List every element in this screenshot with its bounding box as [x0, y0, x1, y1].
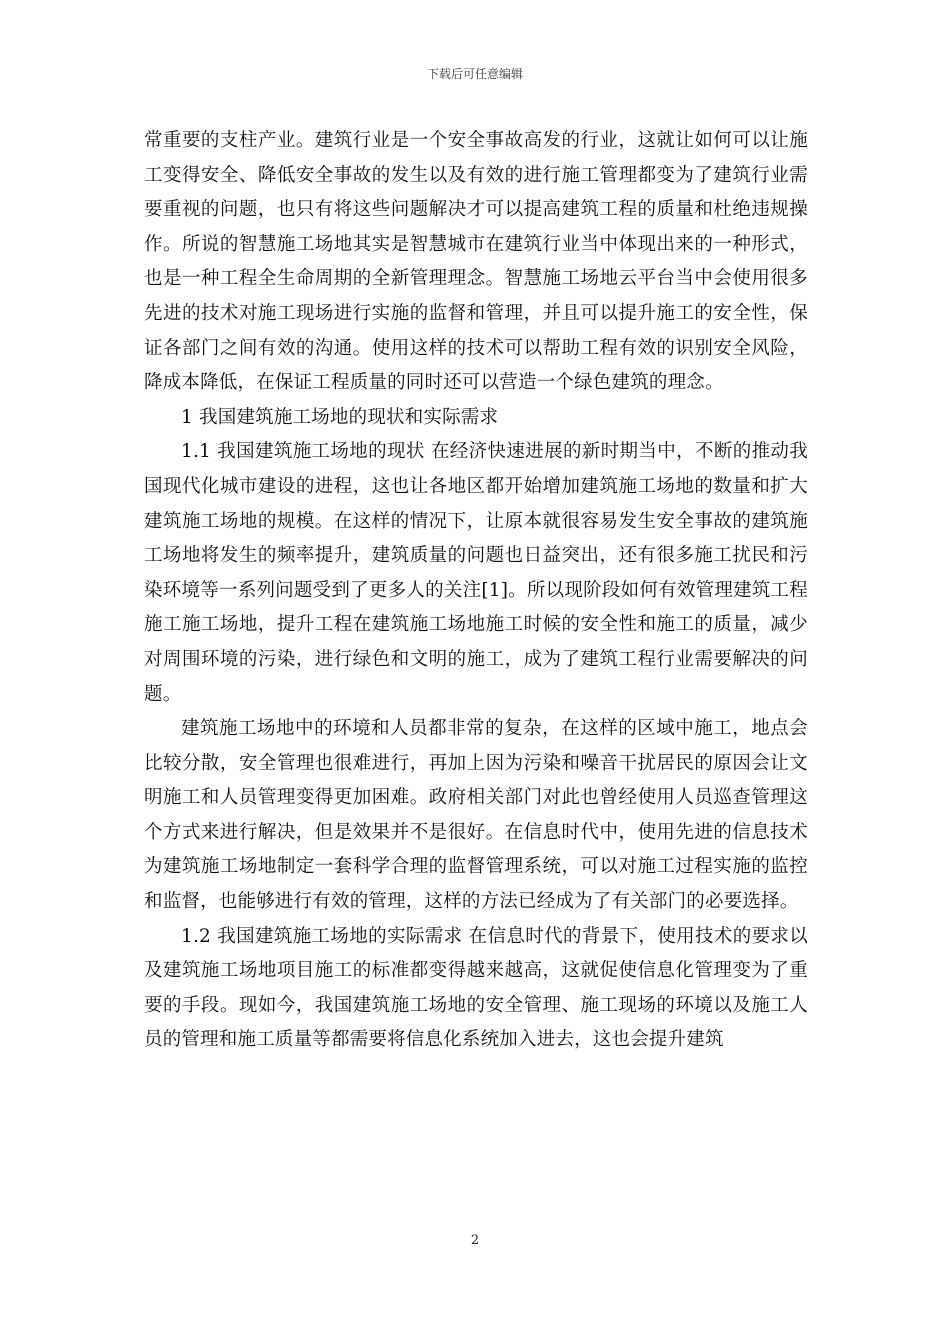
page-header: 下载后可任意编辑: [426, 67, 523, 81]
paragraph-intro-continued: 常重要的支柱产业。建筑行业是一个安全事故高发的行业，这就让如何可以让施工变得安全、降低安全事故的发生以及有效的进行施工管理都变为了建筑行业需要重视的问题，也只有将这些问题解决才可以提高建筑工程的质量和杜绝违规操作。所说的智慧施工场地其实是智慧城市在建筑行业当中体现出来的一种形式，也是一种工程全生命周期的全新管理理念。智慧施工场地云平台当中会使用很多先进的技术对施工现场进行实施的监督和管理，并且可以提升施工的安全性，保证各部门之间有效的沟通。使用这样的技术可以帮助工程有效的识别安全风险，降成本降低，在保证工程质量的同时还可以营造一个绿色建筑的理念。: [144, 130, 808, 394]
section-heading-1: 1 我国建筑施工场地的现状和实际需求: [181, 406, 499, 428]
paragraph-section-1-1: 1.1 我国建筑施工场地的现状 在经济快速进展的新时期当中，不断的推动我国现代化城市建设的进程，这也让各地区都开始增加建筑施工场地的数量和扩大建筑施工场地的规模。在这样的情况下，让原本就很容易发生安全事故的建筑施工场地将发生的频率提升，建筑质量的问题也日益突出，还有很多施工扰民和污染环境等一系列问题受到了更多人的关注[1]。所以现阶段如何有效管理建筑工程施工施工场地，提升工程在建筑施工场地施工时候的安全性和施工的质量，减少对周围环境的污染，进行绿色和文明的施工，成为了建筑工程行业需要解决的问题。: [144, 441, 808, 705]
document-body: [144, 124, 808, 1058]
page-number: 2: [470, 1233, 480, 1248]
paragraph-section-1-2: 1.2 我国建筑施工场地的实际需求 在信息时代的背景下，使用技术的要求以及建筑施工场地项目施工的标准都变得越来越高，这就促使信息化管理变为了重要的手段。现如今，我国建筑施工场地的安全管理、施工现场的环境以及施工人员的管理和施工质量等都需要将信息化系统加入进去，这也会提升建筑: [144, 925, 808, 1051]
paragraph-environment: 建筑施工场地中的环境和人员都非常的复杂，在这样的区域中施工，地点会比较分散，安全管理也很难进行，再加上因为污染和噪音干扰居民的原因会让文明施工和人员管理变得更加困难。政府相关部门对此也曾经使用人员巡查管理这个方式来进行解决，但是效果并不是很好。在信息时代中，使用先进的信息技术为建筑施工场地制定一套科学合理的监督管理系统，可以对施工过程实施的监控和监督，也能够进行有效的管理，这样的方法已经成为了有关部门的必要选择。: [144, 718, 808, 913]
